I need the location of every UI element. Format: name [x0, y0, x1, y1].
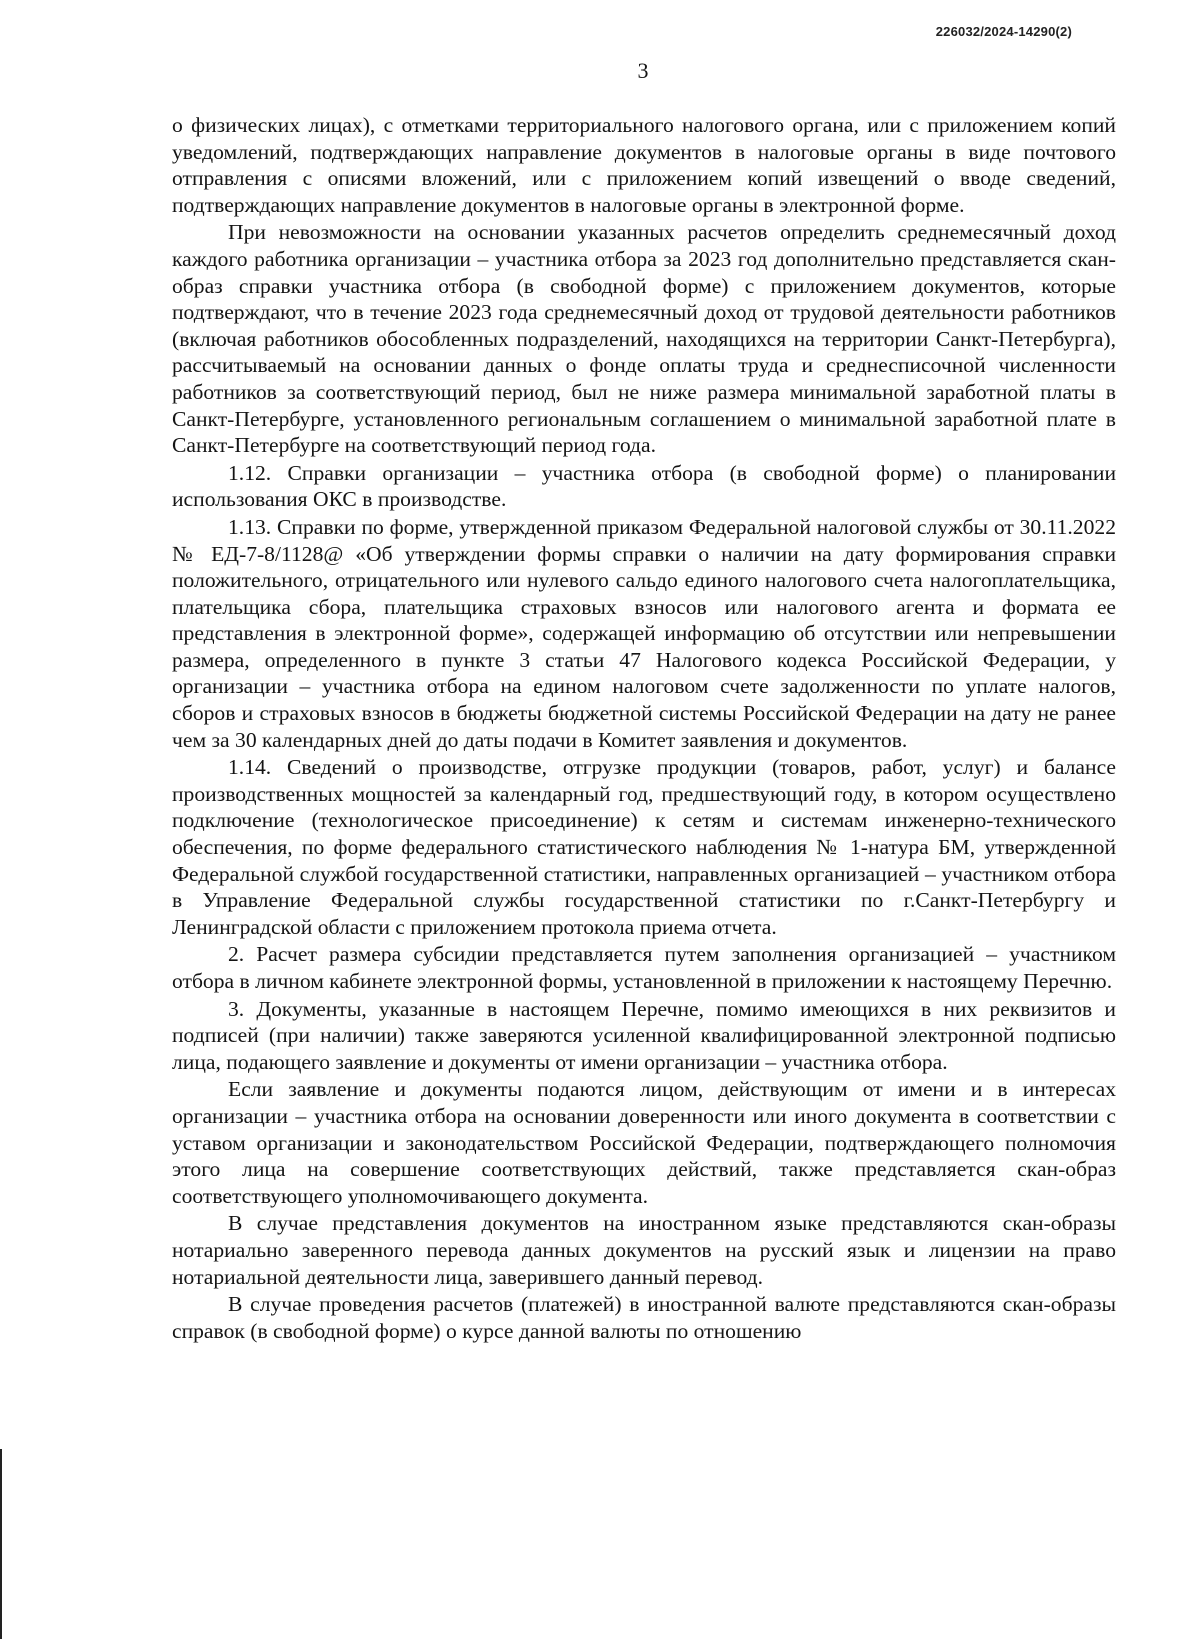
document-registration-number: 226032/2024-14290(2) [935, 24, 1072, 39]
paragraph-item-1-14: 1.14. Сведений о производстве, отгрузке продукции (товаров, работ, услуг) и балансе производственных мощностей за календарный год, предшествующий году, в котором осуществлено подключение (технологическое присоединение) к сетям и системам инженерно-технического обеспечения, по форме федерального статистического наблюдения № 1-натура БМ, утвержденной Федеральной службой государственной статистики, направленных организацией – участником отбора в Управление Федеральной службы государственной статистики по г.Санкт-Петербургу и Ленинградской области с приложением протокола приема отчета. [172, 755, 1116, 939]
page-number: 3 [637, 58, 649, 83]
paragraph-foreign-language: В случае представления документов на иностранном языке представляются скан-образы нотариально заверенного перевода данных документов на русский язык и лицензии на право нотариальной деятельности лица, заверившего данный перевод. [172, 1211, 1116, 1289]
paragraph-item-1-13: 1.13. Справки по форме, утвержденной приказом Федеральной налоговой службы от 30.11.2022 № ЕД-7-8/1128@ «Об утверждении формы справки о наличии на дату формирования справки положительного, отрицательного или нулевого сальдо единого налогового счета налогоплательщика, плательщика сбора, плательщика страховых взносов или налогового агента и формата ее представления в электронной форме», содержащей информацию об отсутствии или непревышении размера, определенного в пункте 3 статьи 47 Налогового кодекса Российской Федерации, у организации – участника отбора на едином налоговом счете задолженности по уплате налогов, сборов и страховых взносов в бюджеты бюджетной системы Российской Федерации на дату не ранее чем за 30 календарных дней до даты подачи в Комитет заявления и документов. [172, 514, 1116, 752]
paragraph-item-2: 2. Расчет размера субсидии представляется путем заполнения организацией – участником отбора в личном кабинете электронной формы, установленной в приложении к настоящему Перечню. [172, 942, 1116, 993]
document-body [172, 112, 1116, 1344]
paragraph-item-1-12: 1.12. Справки организации – участника отбора (в свободной форме) о планировании использования ОКС в производстве. [172, 460, 1116, 512]
paragraph-foreign-currency: В случае проведения расчетов (платежей) в иностранной валюте представляются скан-образы справок (в свободной форме) о курсе данной валюты по отношению [172, 1292, 1116, 1343]
paragraph-continuation: о физических лицах), с отметками территориального налогового органа, или с приложением копий уведомлений, подтверждающих направление документов в налоговые органы в виде почтового отправления с описями вложений, или с приложением копий извещений о вводе сведений, подтверждающих направление документов в налоговые органы в электронной форме. [172, 113, 1116, 217]
paragraph-power-of-attorney: Если заявление и документы подаются лицом, действующим от имени и в интересах организации – участника отбора на основании доверенности или иного документа в соответствии с уставом организации и законодательством Российской Федерации, подтверждающего полномочия этого лица на совершение соответствующих действий, также представляется скан-образ соответствующего уполномочивающего документа. [172, 1077, 1116, 1208]
paragraph-item-3: 3. Документы, указанные в настоящем Перечне, помимо имеющихся в них реквизитов и подписей (при наличии) также заверяются усиленной квалифицированной электронной подписью лица, подающего заявление и документы от имени организации – участника отбора. [172, 996, 1116, 1074]
scan-edge-line [0, 1449, 2, 1639]
paragraph-income-certificate: При невозможности на основании указанных расчетов определить среднемесячный доход каждого работника организации – участника отбора за 2023 год дополнительно представляется скан-образ справки участника отбора (в свободной форме) с приложением документов, которые подтверждают, что в течение 2023 года среднемесячный доход от трудовой деятельности работников (включая работников обособленных подразделений, находящихся на территории Санкт-Петербурга), рассчитываемый на основании данных о фонде оплаты труда и среднесписочной численности работников за соответствующий период, был не ниже размера минимальной заработной платы в Санкт-Петербурге, установленного региональным соглашением о минимальной заработной плате в Санкт-Петербурге на соответствующий период года. [172, 220, 1116, 458]
